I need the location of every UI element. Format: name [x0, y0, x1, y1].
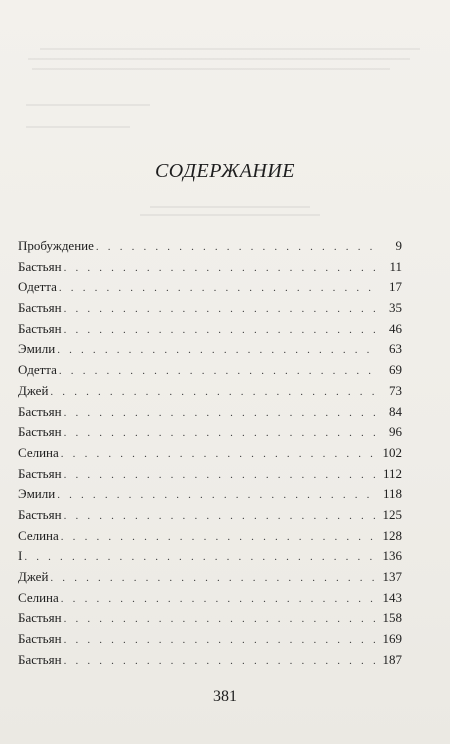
dot-leader: [61, 444, 377, 465]
dot-leader: [50, 568, 376, 589]
toc-entry-title: Бастьян: [18, 258, 62, 274]
dot-leader: [64, 465, 377, 486]
dot-leader: [59, 278, 378, 299]
show-through-line: [140, 214, 320, 216]
dot-leader: [50, 382, 378, 403]
dot-leader: [64, 423, 378, 444]
toc-entry: [18, 567, 402, 588]
toc-entry-title: Бастьян: [18, 610, 62, 626]
toc-entry-title: I: [18, 548, 23, 564]
dot-leader: [64, 651, 377, 672]
dot-leader: [57, 485, 377, 506]
dot-leader: [64, 320, 378, 341]
show-through-line: [26, 126, 130, 128]
toc-entry: [18, 257, 402, 278]
table-of-contents: [18, 236, 402, 670]
dot-leader: [64, 403, 378, 424]
toc-entry-page: 102: [382, 444, 402, 460]
toc-entry: [18, 608, 402, 629]
page-title: СОДЕРЖАНИЕ: [154, 160, 296, 182]
toc-entry: [18, 546, 402, 567]
toc-entry: [18, 464, 402, 485]
toc-entry-page: 69: [389, 362, 402, 378]
show-through-line: [32, 68, 390, 70]
toc-entry: [18, 650, 402, 671]
toc-entry-page: 9: [395, 238, 402, 253]
toc-entry-page: 17: [389, 279, 402, 295]
toc-entry: [18, 443, 402, 464]
toc-entry-title: Селина: [18, 444, 59, 460]
toc-entry-title: Бастьян: [18, 424, 62, 440]
dot-leader: [24, 547, 376, 568]
toc-entry-title: Бастьян: [18, 631, 62, 647]
toc-entry-page: 35: [389, 300, 402, 316]
toc-entry: [18, 484, 402, 505]
toc-entry-title: Одетта: [18, 279, 57, 295]
toc-entry-page: 158: [382, 610, 402, 626]
toc-entry: [18, 588, 402, 609]
dot-leader: [59, 361, 378, 382]
toc-entry-title: Бастьян: [18, 320, 62, 336]
toc-entry-title: Бастьян: [18, 651, 62, 667]
toc-entry-page: 73: [389, 382, 402, 398]
toc-entry-title: Пробуждение: [18, 238, 94, 253]
dot-leader: [61, 589, 377, 610]
toc-entry-page: 125: [382, 506, 402, 522]
toc-entry: [18, 298, 402, 319]
dot-leader: [64, 506, 377, 527]
toc-entry-page: 96: [389, 424, 402, 440]
toc-entry-page: 128: [382, 527, 402, 543]
toc-entry-title: Бастьян: [18, 403, 62, 419]
toc-entry: [18, 360, 402, 381]
toc-entry-page: 84: [389, 403, 402, 419]
dot-leader: [64, 258, 378, 279]
show-through-line: [40, 48, 420, 50]
toc-entry: [18, 629, 402, 650]
toc-entry: [18, 319, 402, 340]
toc-entry-title: Бастьян: [18, 300, 62, 316]
toc-entry-page: 137: [382, 569, 402, 584]
toc-entry-title: Селина: [18, 589, 59, 605]
show-through-line: [26, 104, 150, 106]
toc-entry-page: 143: [382, 589, 402, 605]
toc-entry-title: Одетта: [18, 362, 57, 378]
toc-entry-title: Бастьян: [18, 506, 62, 522]
toc-entry-title: Селина: [18, 527, 59, 543]
toc-entry-page: 112: [382, 465, 402, 481]
show-through-line: [150, 206, 310, 208]
toc-entry-page: 118: [382, 486, 402, 502]
toc-entry: [18, 505, 402, 526]
dot-leader: [61, 527, 377, 548]
toc-entry: [18, 402, 402, 423]
dot-leader: [96, 237, 378, 258]
toc-entry-page: 187: [382, 651, 402, 667]
toc-entry-title: Эмили: [18, 341, 56, 357]
show-through-line: [28, 58, 410, 60]
toc-entry-page: 136: [382, 548, 402, 564]
toc-entry: [18, 339, 402, 360]
toc-entry-page: 46: [389, 320, 402, 336]
toc-entry-title: Джей: [18, 569, 49, 584]
toc-entry-page: 169: [382, 631, 402, 647]
toc-entry-title: Бастьян: [18, 465, 62, 481]
dot-leader: [64, 299, 378, 320]
toc-entry-title: Джей: [18, 382, 49, 398]
toc-entry-page: 63: [389, 341, 402, 357]
toc-entry: [18, 381, 402, 402]
toc-entry: [18, 277, 402, 298]
toc-entry: [18, 236, 402, 257]
toc-entry: [18, 422, 402, 443]
toc-entry-title: Эмили: [18, 486, 56, 502]
dot-leader: [57, 340, 378, 361]
dot-leader: [64, 630, 377, 651]
page-number: 381: [213, 688, 237, 705]
toc-entry-page: 11: [389, 258, 402, 274]
dot-leader: [64, 609, 377, 630]
toc-entry: [18, 526, 402, 547]
